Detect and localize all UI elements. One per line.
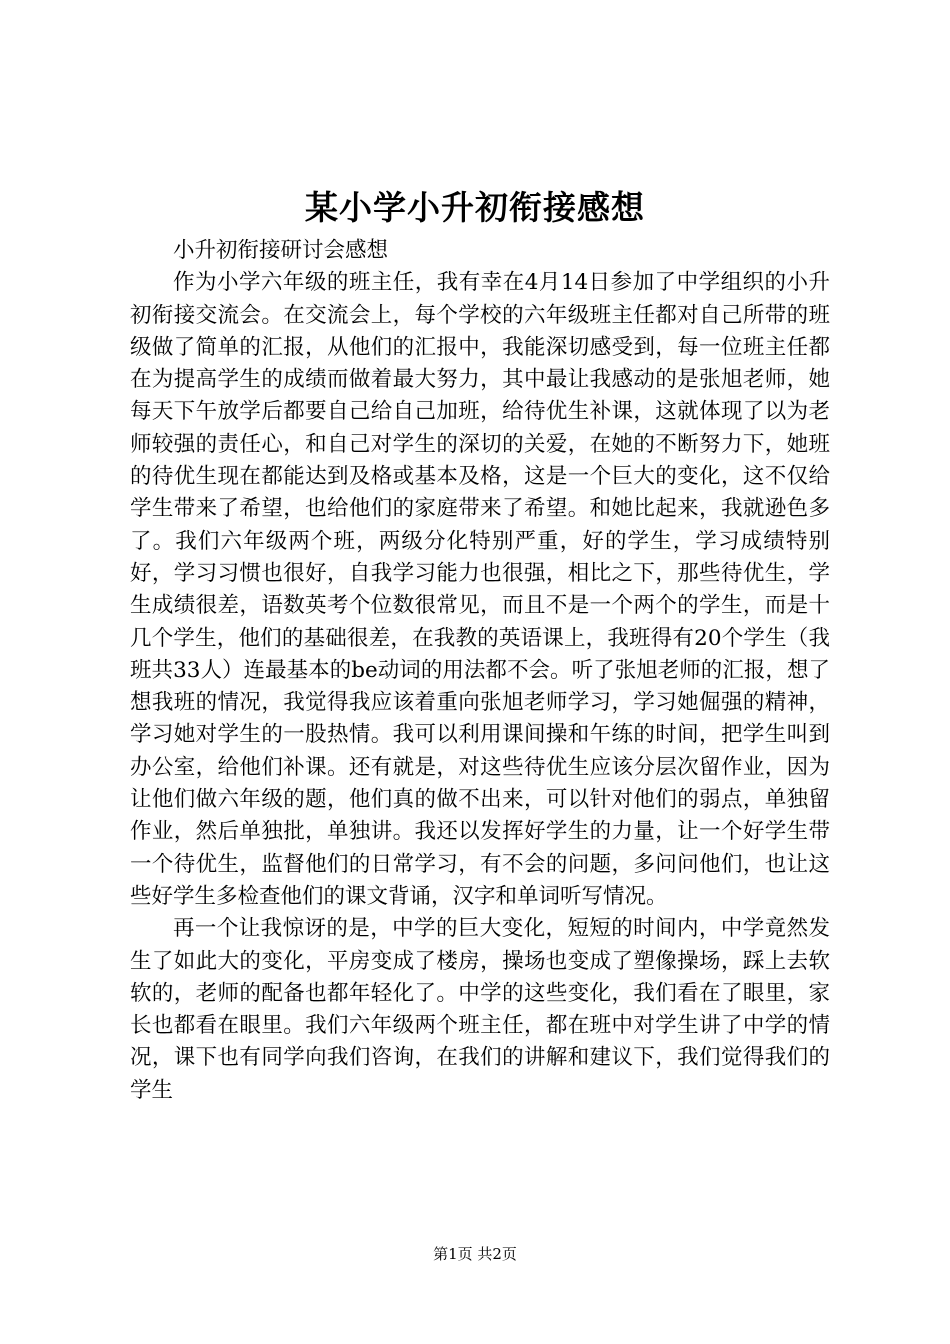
page-number-footer: 第1页 共2页 xyxy=(433,1245,517,1263)
paragraph-subtitle: 小升初衔接研讨会感想 xyxy=(173,238,389,263)
document-title: 某小学小升初衔接感想 xyxy=(305,188,645,227)
paragraph-2: 再一个让我惊讶的是，中学的巨大变化，短短的时间内，中学竟然发生了如此大的变化，平房变成了楼房，操场也变成了塑像操场，踩上去软软的，老师的配备也都年轻化了。中学的这些变化，我们看在了眼里，家长也都看在眼里。我们六年级两个班主任，都在班中对学生讲了中学的情况，课下也有同学向我们咨询，在我们的讲解和建议下，我们觉得我们的学生 xyxy=(130,916,830,1103)
document-body xyxy=(130,235,830,1107)
paragraph-1: 作为小学六年级的班主任，我有幸在4月14日参加了中学组织的小升初衔接交流会。在交流会上，每个学校的六年级班主任都对自己所带的班级做了简单的汇报，从他们的汇报中，我能深切感受到，每一位班主任都在为提高学生的成绩而做着最大努力，其中最让我感动的是张旭老师，她每天下午放学后都要自己给自己加班，给待优生补课，这就体现了以为老师较强的责任心，和自己对学生的深切的关爱，在她的不断努力下，她班的待优生现在都能达到及格或基本及格，这是一个巨大的变化，这不仅给学生带来了希望，也给他们的家庭带来了希望。和她比起来，我就逊色多了。我们六年级两个班，两级分化特别严重，好的学生，学习成绩特别好，学习习惯也很好，自我学习能力也很强，相比之下，那些待优生，学生成绩很差，语数英考个位数很常见，而且不是一个两个的学生，而是十几个学生，他们的基础很差，在我教的英语课上，我班得有20个学生（我班共33人）连最基本的be动词的用法都不会。听了张旭老师的汇报，想了想我班的情况，我觉得我应该着重向张旭老师学习，学习她倔强的精神，学习她对学生的一股热情。我可以利用课间操和午练的时间，把学生叫到办公室，给他们补课。还有就是，对这些待优生应该分层次留作业，因为让他们做六年级的题，他们真的做不出来，可以针对他们的弱点，单独留作业，然后单独批，单独讲。我还以发挥好学生的力量，让一个好学生带一个待优生，监督他们的日常学习，有不会的问题，多问问他们，也让这些好学生多检查他们的课文背诵，汉字和单词听写情况。 xyxy=(130,270,830,909)
